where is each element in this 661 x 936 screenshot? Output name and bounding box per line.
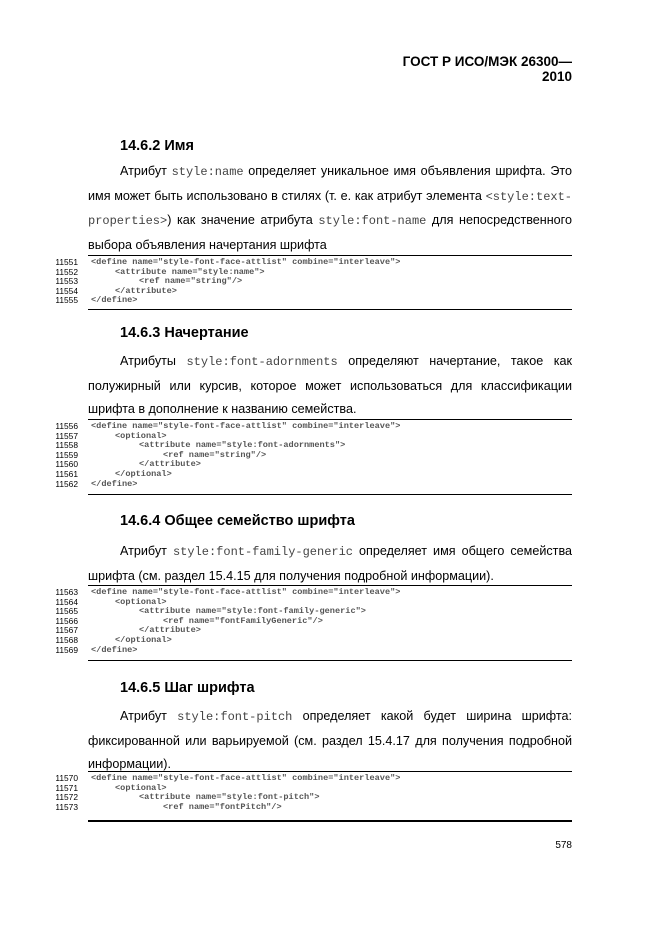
line-number: 11555 [55, 295, 78, 306]
code-text: </define> [91, 478, 138, 489]
code-term: style:font-name [318, 214, 427, 228]
line-number: 11566 [55, 615, 78, 626]
document-header: ГОСТ Р ИСО/МЭК 26300—2010 [402, 54, 572, 84]
code-top-rule [88, 255, 572, 256]
line-number: 11571 [55, 782, 78, 793]
paragraph-text: определяют начертание, такое как полужирный или курсив, которое может использоваться для классификации шрифта в дополнение к названию семейства. [88, 354, 572, 416]
paragraph-text: Атрибут [120, 544, 173, 558]
section-paragraph [88, 705, 572, 777]
code-text: <attribute name="style:font-family-generic"> [139, 606, 366, 617]
line-number: 11573 [55, 801, 78, 812]
code-text: </attribute> [115, 285, 177, 296]
section-paragraph [88, 540, 572, 588]
code-text: <define name="style-font-face-attlist" combine="interleave"> [91, 773, 401, 783]
line-number: 11561 [55, 468, 78, 479]
section-heading: 14.6.2 Имя [120, 138, 194, 154]
code-line [38, 646, 578, 656]
section-heading: 14.6.3 Начертание [120, 325, 249, 341]
code-text: </optional> [115, 634, 172, 645]
code-text: <define name="style-font-face-attlist" combine="interleave"> [91, 587, 401, 597]
paragraph-text: для непосредственного выбора объявления начертания шрифта [88, 213, 573, 252]
code-text: <define name="style-font-face-attlist" combine="interleave"> [91, 421, 401, 431]
line-number: 11562 [55, 478, 78, 489]
line-number: 11567 [55, 625, 78, 636]
line-number: 11563 [55, 587, 78, 597]
code-line [38, 268, 578, 278]
section-heading: 14.6.5 Шаг шрифта [120, 680, 255, 696]
line-number: 11564 [55, 596, 78, 607]
code-listing [38, 774, 578, 812]
line-number: 11551 [55, 257, 78, 267]
line-number: 11565 [55, 606, 78, 617]
code-line [38, 451, 578, 461]
section-heading: 14.6.4 Общее семейство шрифта [120, 513, 355, 529]
code-text: <optional> [115, 596, 167, 607]
code-text: <ref name="string"/> [163, 449, 267, 460]
code-term: style:font-family-generic [172, 545, 353, 559]
code-top-rule [88, 585, 572, 586]
code-text: <optional> [115, 430, 167, 441]
paragraph-text: Атрибуты [120, 354, 187, 368]
code-text: </define> [91, 644, 138, 655]
paragraph-text: Атрибут [120, 709, 178, 723]
paragraph-text: определяет уникальное имя объявления шрифта. Это имя может быть использовано в стилях (т. е. как атрибут элемента [88, 164, 572, 203]
code-text: </define> [91, 295, 138, 306]
line-number: 11552 [55, 266, 78, 277]
line-number: 11558 [55, 440, 78, 451]
line-number: 11554 [55, 285, 78, 296]
code-text: <optional> [115, 782, 167, 793]
code-text: </attribute> [139, 459, 201, 470]
code-line [38, 803, 578, 813]
code-top-rule [88, 771, 572, 772]
line-number: 11569 [55, 644, 78, 655]
code-term: style:font-adornments [186, 355, 338, 369]
code-top-rule [88, 419, 572, 420]
code-line [38, 617, 578, 627]
line-number: 11560 [55, 459, 78, 470]
code-listing [38, 422, 578, 489]
code-text: <attribute name="style:name"> [115, 266, 265, 277]
code-text: <ref name="fontFamilyGeneric"/> [163, 615, 323, 626]
code-bottom-rule [88, 820, 572, 822]
line-number: 11556 [55, 421, 78, 431]
paragraph-text: определяет какой будет ширина шрифта: фиксированной или варьируемой (см. раздел 15.4.17 для получения подробной информации). [88, 709, 572, 771]
code-line [38, 441, 578, 451]
page-number: 578 [555, 840, 572, 851]
code-listing [38, 258, 578, 306]
line-number: 11553 [55, 276, 78, 287]
line-number: 11559 [55, 449, 78, 460]
code-text: <ref name="fontPitch"/> [163, 801, 282, 812]
code-term: <style:text-properties> [88, 189, 572, 228]
code-term: style:name [171, 165, 244, 179]
line-number: 11568 [55, 634, 78, 645]
code-line [38, 480, 578, 490]
code-line [38, 793, 578, 803]
code-text: </optional> [115, 468, 172, 479]
section-paragraph [88, 160, 572, 257]
code-text: <ref name="string"/> [139, 276, 243, 287]
paragraph-text: Атрибут [120, 164, 172, 178]
line-number: 11572 [55, 792, 78, 803]
section-paragraph [88, 350, 572, 422]
code-text: </attribute> [139, 625, 201, 636]
code-term: style:font-pitch [177, 710, 293, 724]
line-number: 11570 [55, 773, 78, 783]
code-bottom-rule [88, 660, 572, 661]
code-text: <define name="style-font-face-attlist" combine="interleave"> [91, 257, 401, 267]
paragraph-text: ) как значение атрибута [167, 213, 319, 227]
code-bottom-rule [88, 494, 572, 495]
code-bottom-rule [88, 309, 572, 310]
code-text: <attribute name="style:font-adornments"> [139, 440, 346, 451]
paragraph-text: определяет имя общего семейства шрифта (см. раздел 15.4.15 для получения подробной информации). [88, 544, 572, 583]
code-text: <attribute name="style:font-pitch"> [139, 792, 320, 803]
line-number: 11557 [55, 430, 78, 441]
code-listing [38, 588, 578, 655]
code-line [38, 296, 578, 306]
